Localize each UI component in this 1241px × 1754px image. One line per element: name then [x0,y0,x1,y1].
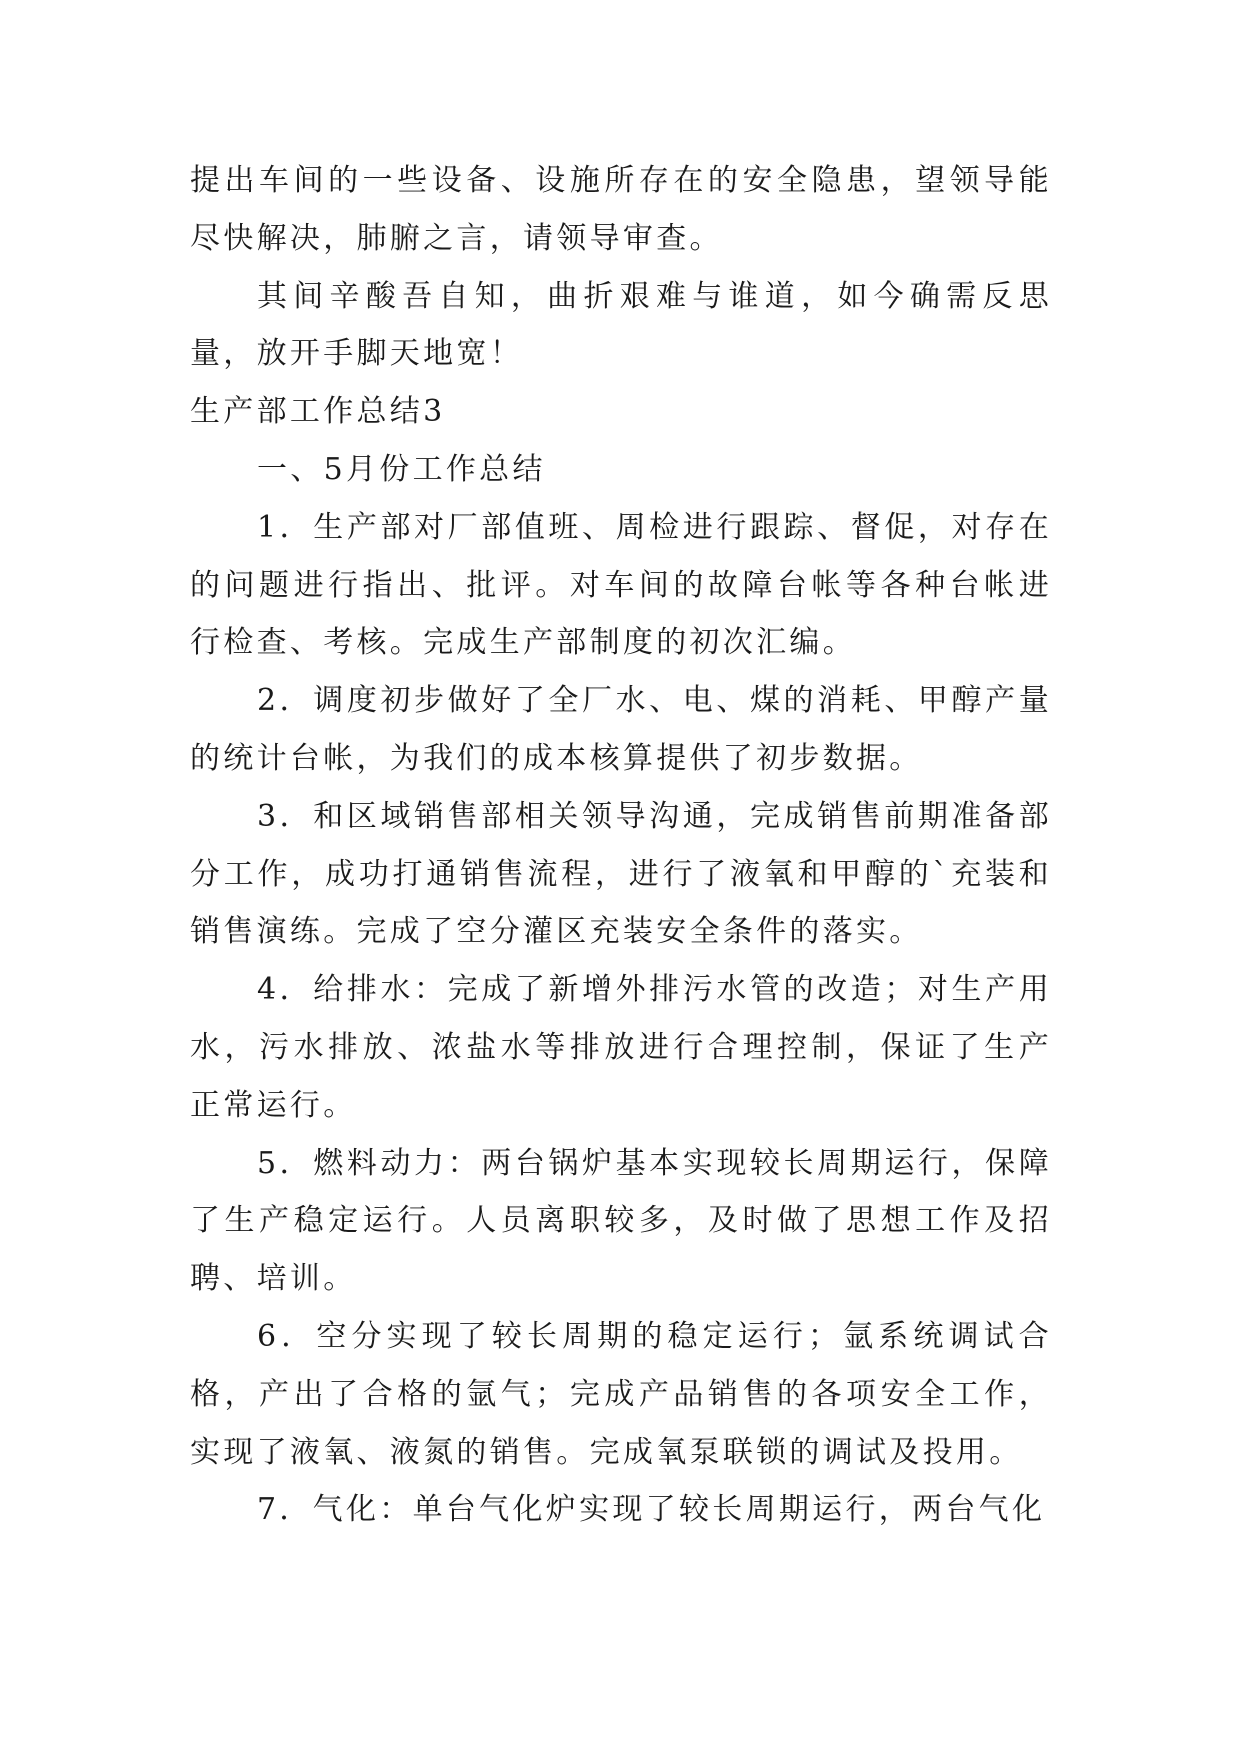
list-item-4: 4．给排水：完成了新增外排污水管的改造；对生产用水，污水排放、浓盐水等排放进行合理控制，保证了生产正常运行。 [190,972,1052,1123]
list-item-1: 1．生产部对厂部值班、周检进行跟踪、督促，对存在的问题进行指出、批评。对车间的故障台帐等各种台帐进行检查、考核。完成生产部制度的初次汇编。 [190,509,1052,661]
list-item-6: 6．空分实现了较长周期的稳定运行；氩系统调试合格，产出了合格的氩气；完成产品销售的各项安全工作，实现了液氧、液氮的销售。完成氧泵联锁的调试及投用。 [190,1318,1052,1470]
list-item-3: 3．和区域销售部相关领导沟通，完成销售前期准备部分工作，成功打通销售流程，进行了液氧和甲醇的`充装和销售演练。完成了空分灌区充装安全条件的落实。 [190,798,1052,950]
list-item-2: 2．调度初步做好了全厂水、电、煤的消耗、甲醇产量的统计台帐，为我们的成本核算提供了初步数据。 [190,683,1052,776]
list-item-5: 5．燃料动力：两台锅炉基本实现较长周期运行，保障了生产稳定运行。人员离职较多，及时做了思想工作及招聘、培训。 [190,1145,1052,1297]
subsection-heading: 一、5月份工作总结 [257,451,546,487]
paragraph-closing-verse: 其间辛酸吾自知，曲折艰难与谁道，如今确需反思量，放开手脚天地宽！ [190,278,1052,372]
paragraph-safety-hazards: 提出车间的一些设备、设施所存在的安全隐患，望领导能尽快解决，肺腑之言，请领导审查。 [190,163,1052,256]
section-title: 生产部工作总结3 [190,394,446,430]
list-item-7: 7．气化：单台气化炉实现了较长周期运行，两台气化 [257,1492,1046,1528]
document-body [190,152,1052,1539]
